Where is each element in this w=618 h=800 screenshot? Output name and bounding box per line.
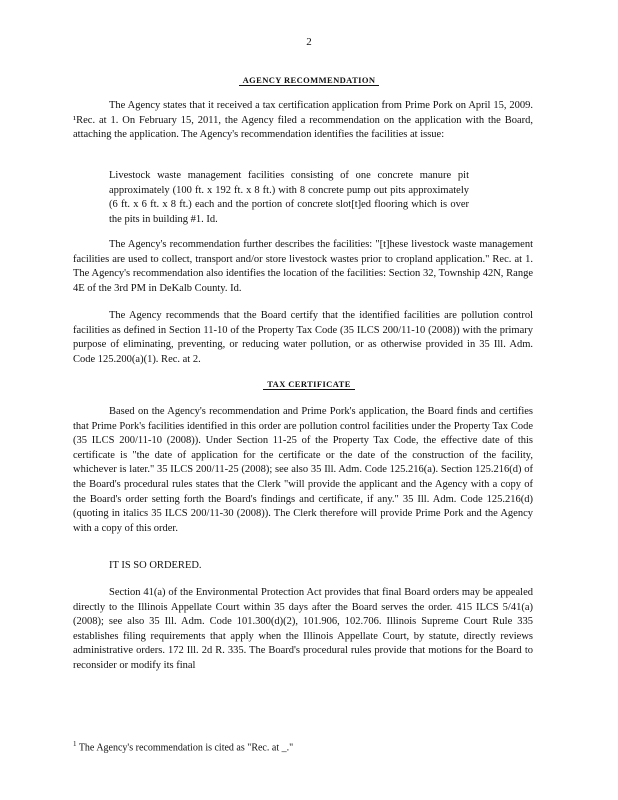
ordered-statement: IT IS SO ORDERED. [109, 560, 202, 571]
footnote [73, 740, 293, 753]
paragraph-facility-description: The Agency's recommendation further describes the facilities: "[t]hese livestock waste management facilities are used to collect, transport and/or store livestock wastes prior to cropland application." Rec. at 1. The Agency's recommendation also identifies the location of the facilities: Section 32, Township 42N, Range 4E of the 3rd PM in DeKalb County. Id. [73, 239, 533, 294]
section-heading-agency-recommendation [0, 75, 618, 85]
heading-text: AGENCY RECOMMENDATION [239, 75, 380, 86]
block-quote-facilities: Livestock waste management facilities consisting of one concrete manure pit approximately (100 ft. x 192 ft. x 8 ft.) with 8 concrete pump out pits approximately (6 ft. x 6 ft. x 8 ft.) each and the portion of concrete slot[t]ed flooring which is over the pits in building #1. Id. [109, 170, 469, 225]
page-number: 2 [306, 36, 312, 48]
paragraph-board-finds: Based on the Agency's recommendation and Prime Pork's application, the Board finds and certifies that Prime Pork's facilities identified in this order are pollution control facilities under the Property Tax Code (35 ILCS 200/11-10 (2008)). Under Section 11-25 of the Property Tax Code, the effective date of this certificate is "the date of application for the certificate or the date of the construction of the facility, whichever is later." 35 ILCS 200/11-25 (2008); see also 35 Ill. Adm. Code 125.216(a). Section 125.216(d) of the Board's procedural rules states that the Clerk "will provide the applicant and the Agency with a copy of the Board's order setting forth the Board's findings and certificate, if any." 35 Ill. Adm. Code 125.216(d) (quoting in italics 35 ILCS 200/11-30 (2008)). The Clerk therefore will provide Prime Pork and the Agency with a copy of this order. [73, 406, 533, 534]
paragraph-appeal-rights: Section 41(a) of the Environmental Protection Act provides that final Board orders may be appealed directly to the Illinois Appellate Court within 35 days after the Board serves the order. 415 ILCS 5/41(a) (2008); see also 35 Ill. Adm. Code 101.300(d)(2), 101.906, 102.706. Illinois Supreme Court Rule 335 establishes filing requirements that apply when the Illinois Appellate Court, by statute, directly reviews administrative orders. 172 Ill. 2d R. 335. The Board's procedural rules provide that motions for the Board to reconsider or modify its final [73, 587, 533, 671]
footnote-mark: 1 [73, 740, 77, 748]
paragraph-application-received: The Agency states that it received a tax certification application from Prime Pork on April 15, 2009. ¹Rec. at 1. On February 15, 2011, the Agency filed a recommendation on the application with the Board, attaching the application. The Agency's recommendation identifies the facilities at issue: [73, 100, 533, 141]
paragraph-agency-recommends: The Agency recommends that the Board certify that the identified facilities are pollution control facilities as defined in Section 11-10 of the Property Tax Code (35 ILCS 200/11-10 (2008)) with the primary purpose of eliminating, preventing, or reducing water pollution, or as otherwise provided in 35 Ill. Adm. Code 125.200(a)(1). Rec. at 2. [73, 310, 533, 365]
footnote-text: The Agency's recommendation is cited as "Rec. at _." [78, 742, 294, 754]
section-heading-tax-certificate [0, 379, 618, 389]
heading-text: TAX CERTIFICATE [263, 379, 355, 390]
